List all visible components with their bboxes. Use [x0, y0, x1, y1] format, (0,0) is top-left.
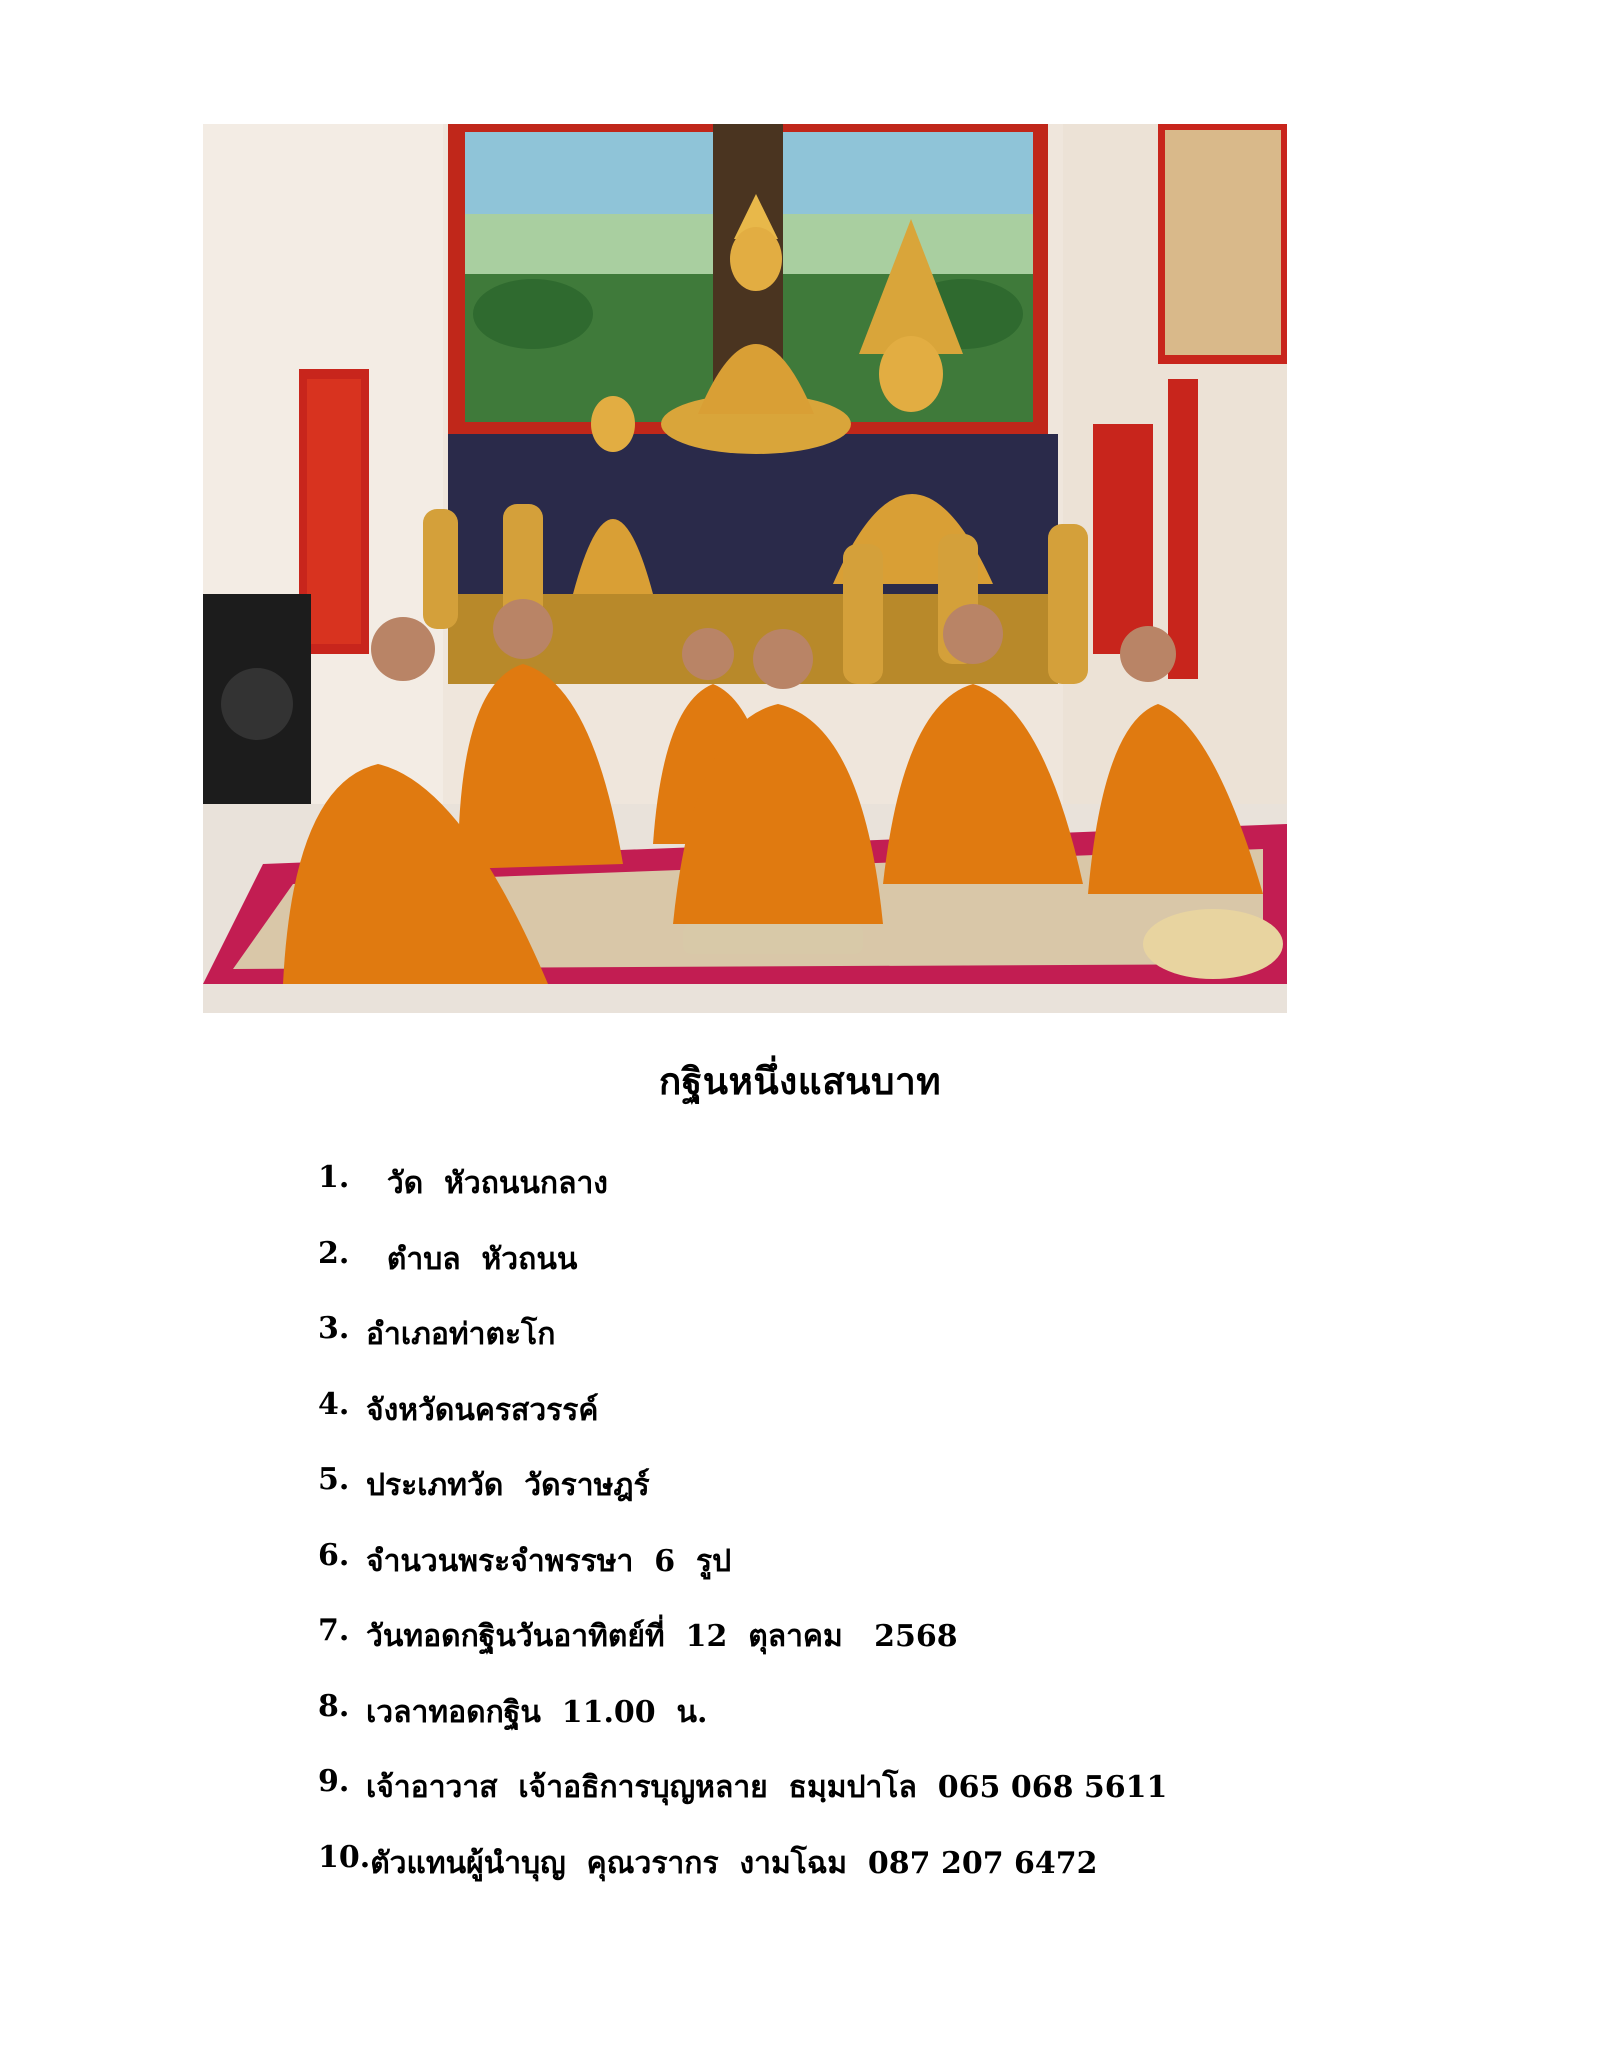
- item-text: จำนวนพระจำพรรษา 6 รูป: [366, 1543, 732, 1579]
- item-text: ตัวแทนผู้นำบุญ คุณวรากร งามโฉม 087 207 6472: [370, 1845, 1098, 1881]
- item-text: อำเภอท่าตะโก: [366, 1317, 556, 1352]
- item-number: 6.: [318, 1537, 350, 1573]
- item-number: 7.: [318, 1613, 350, 1648]
- temple-photo-illustration: [203, 124, 1287, 1013]
- item-number: 5.: [318, 1462, 350, 1497]
- item-number: 1.: [318, 1160, 350, 1195]
- item-number: 2.: [318, 1235, 350, 1271]
- list-item: [318, 1160, 1167, 1236]
- item-text: วันทอดกฐินวันอาทิตย์ที่ 12 ตุลาคม 2568: [366, 1619, 958, 1654]
- item-number: 10.: [318, 1839, 371, 1875]
- list-item: [318, 1764, 1167, 1840]
- list-item: [318, 1840, 1167, 1916]
- list-item: [318, 1387, 1167, 1463]
- page-title: กฐินหนึ่งแสนบาท: [658, 1059, 942, 1103]
- item-text: ตำบล หัวถนน: [366, 1241, 578, 1277]
- item-number: 8.: [318, 1688, 350, 1724]
- item-number: 3.: [318, 1311, 350, 1346]
- list-item: [318, 1613, 1167, 1689]
- item-text: เวลาทอดกฐิน 11.00 น.: [366, 1694, 708, 1730]
- temple-info-list: [318, 1160, 1167, 1915]
- list-item: [318, 1462, 1167, 1538]
- item-number: 4.: [318, 1386, 350, 1422]
- list-item: [318, 1311, 1167, 1387]
- list-item: [318, 1538, 1167, 1614]
- item-text: ประเภทวัด วัดราษฎร์: [366, 1468, 650, 1503]
- temple-photo: [203, 124, 1287, 1013]
- item-text: เจ้าอาวาส เจ้าอธิการบุญหลาย ธมฺมปาโล 065 068 5611: [366, 1770, 1168, 1805]
- item-text: วัด หัวถนนกลาง: [366, 1166, 608, 1201]
- list-item: [318, 1689, 1167, 1765]
- item-number: 9.: [318, 1764, 350, 1799]
- list-item: [318, 1236, 1167, 1312]
- item-text: จังหวัดนครสวรรค์: [366, 1392, 599, 1428]
